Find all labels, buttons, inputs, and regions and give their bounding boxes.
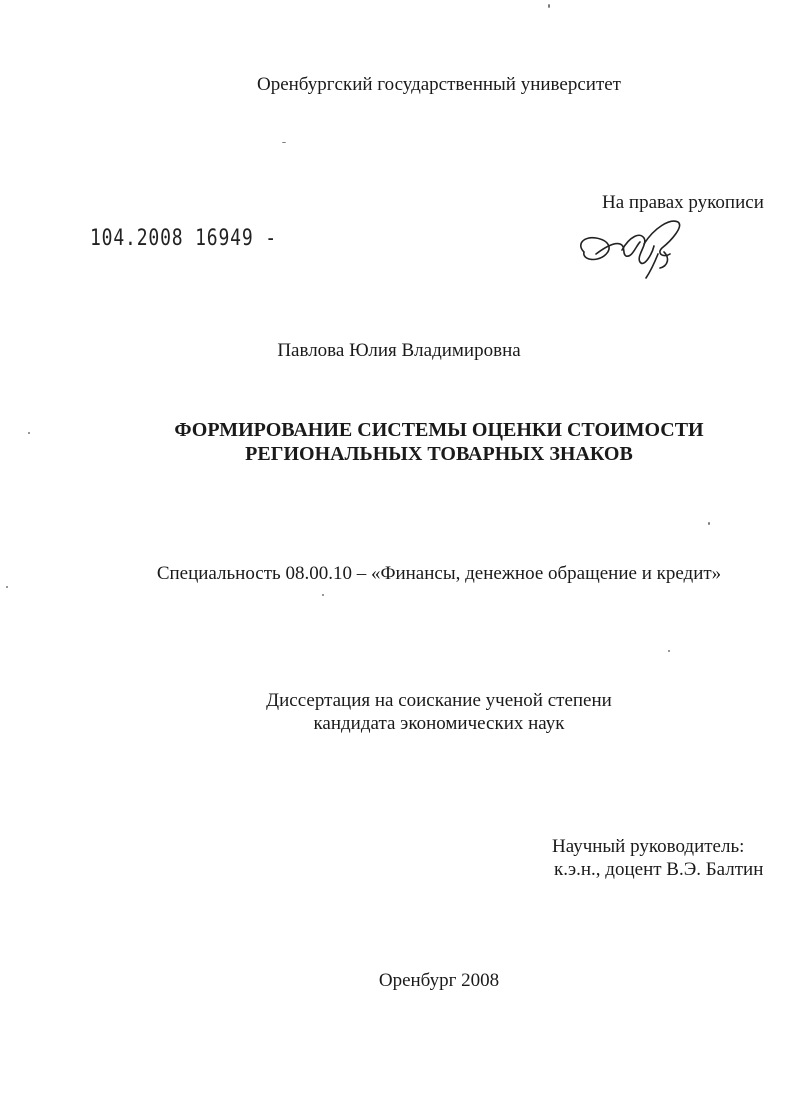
scan-speck (6, 586, 8, 588)
manuscript-note: На правах рукописи (602, 192, 764, 213)
dissertation-title (0, 418, 798, 466)
degree-line-1: Диссертация на соискание ученой степени (266, 690, 612, 711)
dissertation-degree (0, 689, 798, 735)
specialty-line: Специальность 08.00.10 – «Финансы, денежное обращение и кредит» (156, 563, 722, 584)
city-year: Оренбург 2008 (378, 970, 500, 991)
scan-speck (708, 522, 710, 525)
degree-line-2: кандидата экономических наук (313, 713, 565, 734)
registration-stamp-number: 104.2008 16949 - (90, 226, 277, 251)
scientific-supervisor (552, 835, 763, 881)
scan-speck (548, 4, 550, 8)
supervisor-label: Научный руководитель: (552, 836, 745, 857)
author-name: Павлова Юлия Владимировна (277, 340, 521, 361)
scan-speck (322, 594, 324, 596)
title-line-1: ФОРМИРОВАНИЕ СИСТЕМЫ ОЦЕНКИ СТОИМОСТИ (174, 419, 704, 441)
scan-speck (282, 142, 286, 143)
university-name: Оренбургский государственный университет (256, 74, 621, 95)
scan-speck (668, 650, 670, 652)
scan-speck (28, 432, 30, 434)
supervisor-name: к.э.н., доцент В.Э. Балтин (554, 859, 764, 880)
handwritten-signature (574, 214, 694, 284)
title-line-2: РЕГИОНАЛЬНЫХ ТОВАРНЫХ ЗНАКОВ (245, 443, 633, 465)
